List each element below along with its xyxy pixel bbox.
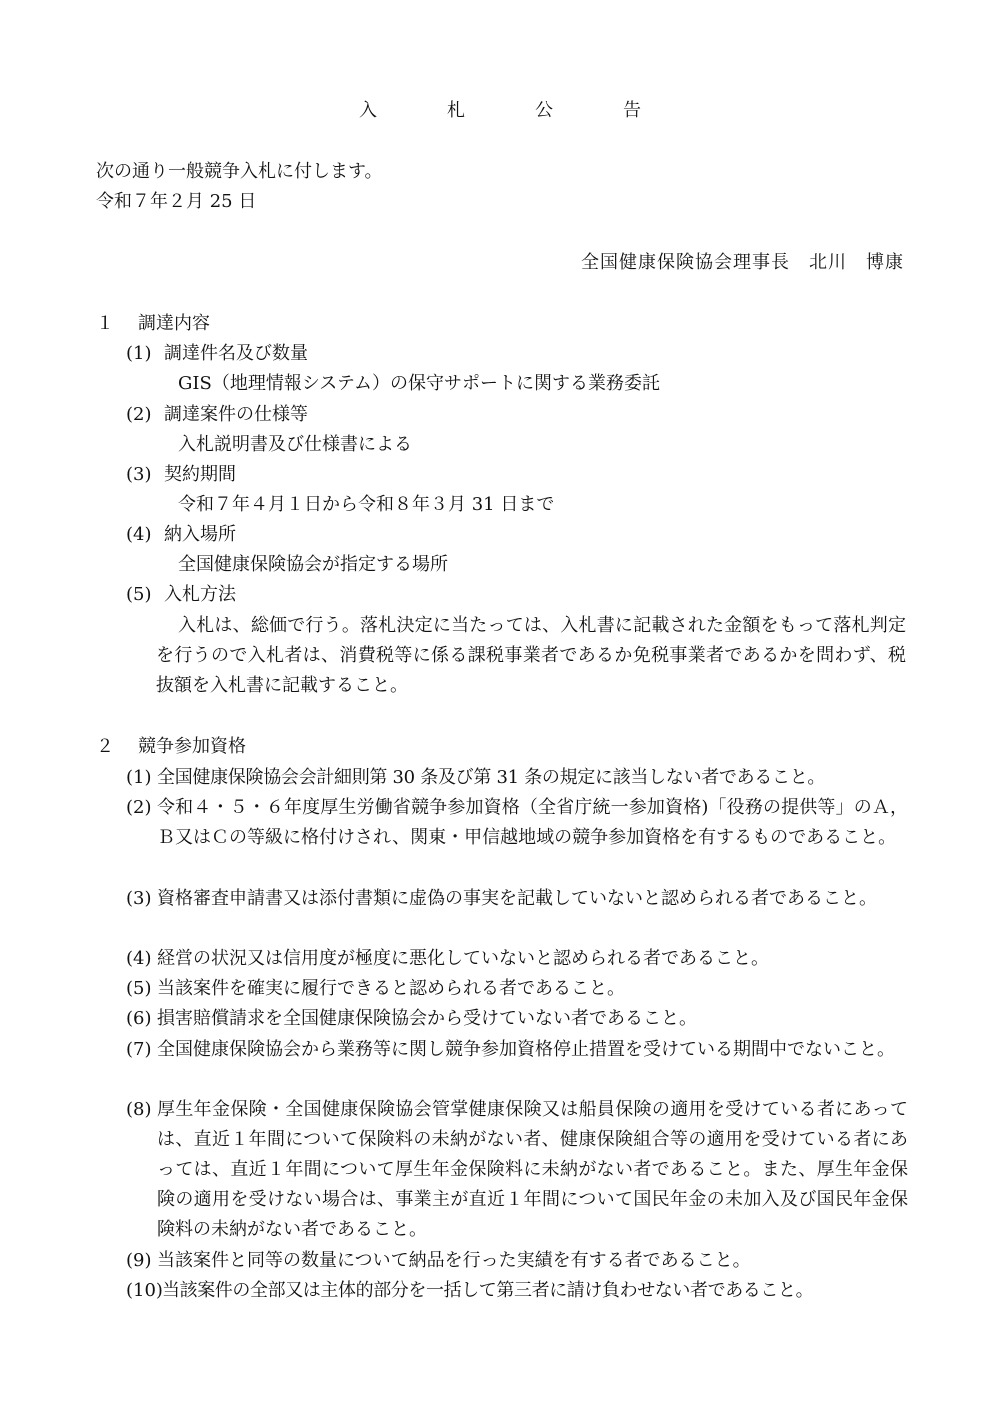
section-title: 調達内容 [138, 313, 210, 334]
item-text: 当該案件と同等の数量について納品を行った実績を有する者であること。 [157, 1250, 751, 1271]
qualification-item-4 [126, 944, 908, 974]
subsection-1-1-detail: GIS（地理情報システム）の保守サポートに関する業務委託 [178, 373, 661, 394]
item-label: (5) [126, 584, 152, 605]
item-heading: 調達件名及び数量 [164, 343, 308, 364]
qualification-item-7 [126, 1035, 908, 1065]
item-label: (9) [126, 1250, 152, 1271]
subsection-1-5-detail: 入札は、総価で行う。落札決定に当たっては、入札書に記載された金額をもって落札判定を行うので入札者は、消費税等に係る課税事業者であるか免税事業者であるかを問わず、税抜額を入札書に記載すること。 [156, 615, 906, 696]
subsection-1-2-detail: 入札説明書及び仕様書による [178, 434, 412, 455]
section-1-heading [96, 309, 210, 339]
item-heading: 契約期間 [164, 464, 236, 485]
item-heading: 納入場所 [164, 524, 236, 545]
item-label: (6) [126, 1008, 152, 1029]
item-text: 厚生年金保険・全国健康保険協会管掌健康保険又は船員保険の適用を受けている者にあっては、直近１年間について保険料の未納がない者、健康保険組合等の適用を受けている者にあっては、直近１年間について厚生年金保険料に未納がない者であること。また、厚生年金保険の適用を受けない場合は、事業主が直近１年間について国民年金の未加入及び国民年金保険料の未納がない者であること。 [157, 1099, 908, 1240]
qualification-item-2 [126, 793, 908, 853]
item-label: (4) [126, 948, 152, 969]
item-label: (5) [126, 978, 152, 999]
item-label: (3) [126, 888, 152, 909]
qualification-item-3 [126, 884, 908, 914]
item-text: 経営の状況又は信用度が極度に悪化していないと認められる者であること。 [157, 948, 769, 969]
item-label: (10) [126, 1280, 163, 1301]
item-label: (1) [126, 343, 152, 364]
qualification-item-10 [126, 1276, 908, 1306]
item-text: 当該案件の全部又は主体的部分を一括して第三者に請け負わせない者であること。 [162, 1280, 814, 1301]
section-title: 競争参加資格 [138, 736, 246, 757]
item-text: 令和４・５・６年度厚生労働省競争参加資格（全省庁統一参加資格)「役務の提供等」のＡ，Ｂ又はＣの等級に格付けされ、関東・甲信越地域の競争参加資格を有するものであること。 [157, 797, 908, 848]
item-label: (8) [126, 1099, 152, 1120]
qualification-item-5 [126, 974, 908, 1004]
qualification-item-9 [126, 1246, 908, 1276]
qualification-item-8 [126, 1095, 908, 1245]
item-heading: 入札方法 [164, 584, 236, 605]
item-text: 全国健康保険協会から業務等に関し競争参加資格停止措置を受けている期間中でないこと。 [157, 1039, 895, 1060]
subsection-1-2 [126, 400, 308, 430]
page-title: 入 札 公 告 [359, 100, 667, 121]
item-label: (2) [126, 797, 152, 818]
subsection-1-5 [126, 580, 236, 610]
subsection-1-4 [126, 520, 236, 550]
qualification-item-1 [126, 763, 908, 793]
item-label: (3) [126, 464, 152, 485]
item-label: (2) [126, 404, 152, 425]
item-label: (4) [126, 524, 152, 545]
section-number: １ [96, 313, 114, 334]
item-heading: 調達案件の仕様等 [164, 404, 308, 425]
subsection-1-4-detail: 全国健康保険協会が指定する場所 [178, 554, 448, 575]
subsection-1-3 [126, 460, 236, 490]
item-text: 資格審査申請書又は添付書類に虚偽の事実を記載していないと認められる者であること。 [157, 888, 877, 909]
item-label: (1) [126, 767, 152, 788]
item-text: 全国健康保険協会会計細則第 30 条及び第 31 条の規定に該当しない者であること。 [157, 767, 826, 788]
qualification-item-6 [126, 1004, 908, 1034]
item-label: (7) [126, 1039, 152, 1060]
intro-text: 次の通り一般競争入札に付します。 [96, 161, 383, 182]
item-text: 損害賠償請求を全国健康保険協会から受けていない者であること。 [157, 1008, 697, 1029]
subsection-1-1 [126, 339, 308, 369]
section-2-heading [96, 732, 246, 762]
issuer-signature: 全国健康保険協会理事長 北川 博康 [581, 252, 904, 273]
item-text: 当該案件を確実に履行できると認められる者であること。 [157, 978, 625, 999]
notice-date: 令和７年２月 25 日 [96, 191, 257, 212]
section-number: ２ [96, 736, 114, 757]
subsection-1-3-detail: 令和７年４月１日から令和８年３月 31 日まで [178, 494, 555, 515]
